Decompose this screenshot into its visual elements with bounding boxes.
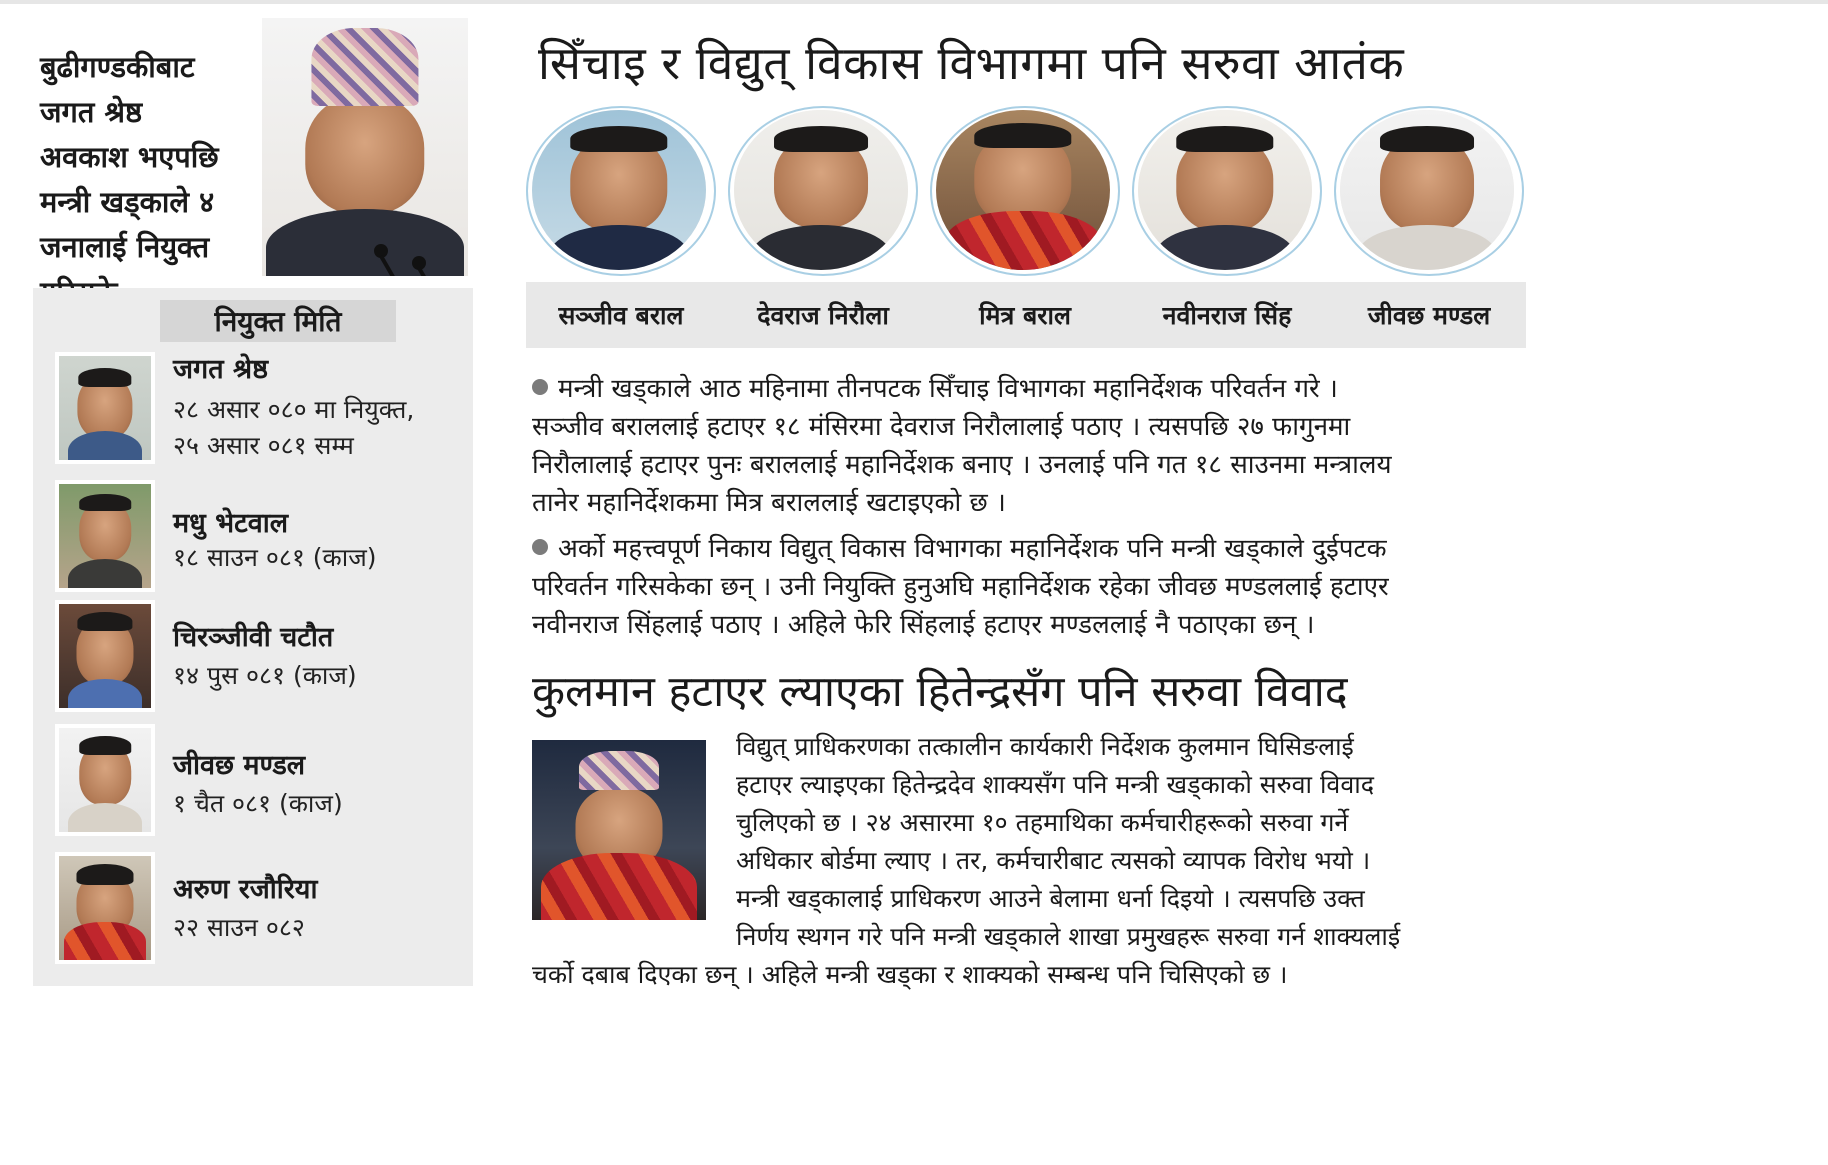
paragraph-line: अर्को महत्त्वपूर्ण निकाय विद्युत् विकास विभागका महानिर्देशक पनि मन्त्री खड्काले दुईपटक <box>558 534 1387 564</box>
appointment-date: १४ पुस ०८१ (काज) <box>173 661 357 690</box>
portrait-name: देवराज निरौला <box>757 301 889 330</box>
portrait-name: जीवछ मण्डल <box>1367 301 1491 330</box>
appointment-entry <box>55 852 475 964</box>
paragraph-line: तानेर महानिर्देशकमा मित्र बराललाई खटाइएको छ । <box>532 488 1006 518</box>
appointment-entry <box>55 600 475 712</box>
appointment-date: २५ असार ०८१ सम्म <box>173 431 354 460</box>
paragraph-line: चुलिएको छ । २४ असारमा १० तहमाथिका कर्मचारीहरूको सरुवा गर्ने <box>736 808 1349 837</box>
story-paragraph <box>532 370 1522 522</box>
appointment-date: २२ साउन ०८२ <box>173 913 305 942</box>
person-name: जीवछ मण्डल <box>173 750 306 781</box>
paragraph-line: चर्को दबाब दिएका छन् । अहिले मन्त्री खड्का र शाक्यको सम्बन्ध पनि चिसिएको छ । <box>532 960 1288 989</box>
second-story-text-tail <box>532 956 1522 994</box>
person-name: जगत श्रेष्ठ <box>173 354 269 385</box>
bullet-icon <box>532 379 548 395</box>
appointment-date: २८ असार ०८० मा नियुक्त, <box>173 395 415 424</box>
person-photo <box>55 480 155 592</box>
secondary-headline: कुलमान हटाएर ल्याएका हितेन्द्रसँग पनि सरुवा विवाद <box>532 667 1348 717</box>
intro-line: अवकाश भएपछि <box>40 140 219 174</box>
paragraph-line: मन्त्री खड्कालाई प्राधिकरण आउने बेलामा धर्ना दिइयो । त्यसपछि उक्त <box>736 884 1365 913</box>
person-photo <box>55 352 155 464</box>
paragraph-line: मन्त्री खड्काले आठ महिनामा तीनपटक सिँचाइ विभागका महानिर्देशक परिवर्तन गरे । <box>558 374 1338 404</box>
person-name: मधु भेटवाल <box>173 508 289 539</box>
paragraph-line: विद्युत् प्राधिकरणका तत्कालीन कार्यकारी निर्देशक कुलमान घिसिङलाई <box>736 732 1354 761</box>
person-photo <box>55 724 155 836</box>
appointment-date: १८ साउन ०८१ (काज) <box>173 543 377 572</box>
portrait-name: नवीनराज सिंह <box>1162 301 1292 330</box>
story-paragraph <box>532 530 1522 644</box>
appointment-entry <box>55 724 475 836</box>
person-name: अरुण रजौरिया <box>173 874 318 905</box>
portrait-name: मित्र बराल <box>979 301 1071 330</box>
person-photo <box>55 600 155 712</box>
intro-line: जनालाई नियुक्त <box>40 230 210 264</box>
intro-line: बुढीगण्डकीबाट <box>40 50 195 84</box>
bullet-icon <box>532 539 548 555</box>
appointment-date: १ चैत ०८१ (काज) <box>173 789 343 818</box>
portrait-circle <box>1334 106 1524 284</box>
paragraph-line: निर्णय स्थगन गरे पनि मन्त्री खड्काले शाखा प्रमुखहरू सरुवा गर्न शाक्यलाई <box>736 922 1401 951</box>
paragraph-line: सञ्जीव बराललाई हटाएर १८ मंसिरमा देवराज निरौलालाई पठाए । त्यसपछि २७ फागुनमा <box>532 412 1351 442</box>
paragraph-line: हटाएर ल्याइएका हितेन्द्रदेव शाक्यसँग पनि मन्त्री खड्काको सरुवा विवाद <box>736 770 1374 799</box>
appointment-entry <box>55 352 475 464</box>
person-photo <box>55 852 155 964</box>
top-rule <box>0 0 1828 4</box>
paragraph-line: परिवर्तन गरिसकेका छन् । उनी नियुक्ति हुनुअघि महानिर्देशक रहेका जीवछ मण्डललाई हटाएर <box>532 572 1389 602</box>
second-story-text <box>736 728 1526 956</box>
portrait-name: सञ्जीव बराल <box>558 301 684 330</box>
paragraph-line: नवीनराज सिंहलाई पठाए । अहिले फेरि सिंहलाई हटाएर मण्डललाई नै पठाएका छन् । <box>532 610 1315 640</box>
hitendra-photo <box>532 740 706 920</box>
portrait-circle <box>930 106 1120 284</box>
appointment-entry <box>55 480 475 592</box>
person-name: चिरञ्जीवी चटौत <box>173 622 334 653</box>
minister-photo <box>262 18 468 276</box>
main-headline: सिँचाइ र विद्युत् विकास विभागमा पनि सरुवा आतंक <box>538 36 1405 90</box>
portrait-circle <box>526 106 716 284</box>
paragraph-line: निरौलालाई हटाएर पुनः बराललाई महानिर्देशक बनाए । उनलाई पनि गत १८ साउनमा मन्त्रालय <box>532 450 1392 480</box>
intro-line: जगत श्रेष्ठ <box>40 95 143 129</box>
paragraph-line: अधिकार बोर्डमा ल्याए । तर, कर्मचारीबाट त्यसको व्यापक विरोध भयो । <box>736 846 1371 875</box>
intro-line: मन्त्री खड्काले ४ <box>40 185 215 219</box>
portrait-circle <box>1132 106 1322 284</box>
appointment-panel-title: नियुक्त मिति <box>160 300 396 342</box>
portrait-circle <box>728 106 918 284</box>
